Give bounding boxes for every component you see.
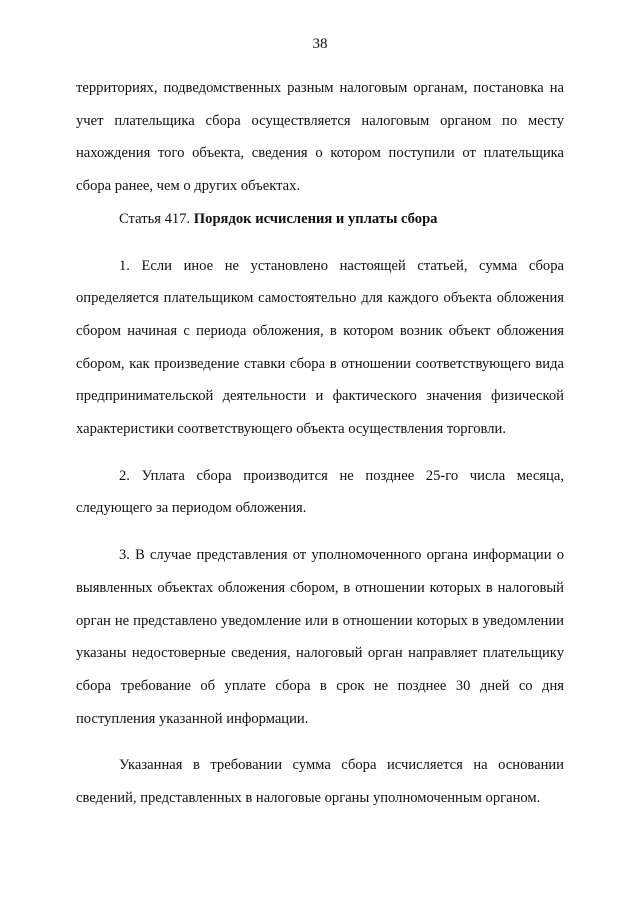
article-heading <box>76 203 564 236</box>
article-title: Порядок исчисления и уплаты сбора <box>193 210 438 227</box>
paragraph-item-3: 3. В случае представления от уполномоченного органа информации о выявленных объектах обложения сбором, в отношении которых в налоговый орган не представлено уведомление или в отношении которых в уведомлении указаны недостоверные сведения, налоговый орган направляет плательщику сбора требование об уплате сбора в срок не позднее 30 дней со дня поступления указанной информации. <box>76 547 564 727</box>
page-number: 38 <box>312 36 328 52</box>
document-body <box>76 72 564 815</box>
article-label: Статья 417. <box>119 210 191 227</box>
paragraph-item-2: 2. Уплата сбора производится не позднее 25-го числа месяца, следующего за периодом обложения. <box>76 467 564 517</box>
paragraph-item-1: 1. Если иное не установлено настоящей статьей, сумма сбора определяется плательщиком самостоятельно для каждого объекта обложения сбором начиная с периода обложения, в котором возник объект обложения сбором, как произведение ставки сбора в отношении соответствующего вида предпринимательской деятельности и фактического значения физической характеристики соответствующего объекта осуществления торговли. <box>76 257 564 438</box>
paragraph-note: Указанная в требовании сумма сбора исчисляется на основании сведений, представленных в налоговые органы уполномоченным органом. <box>76 757 564 807</box>
paragraph-continuation: территориях, подведомственных разным налоговым органам, постановка на учет плательщика сбора осуществляется налоговым органом по месту нахождения того объекта, сведения о котором поступили от плательщика сбора ранее, чем о других объектах. <box>76 80 564 195</box>
